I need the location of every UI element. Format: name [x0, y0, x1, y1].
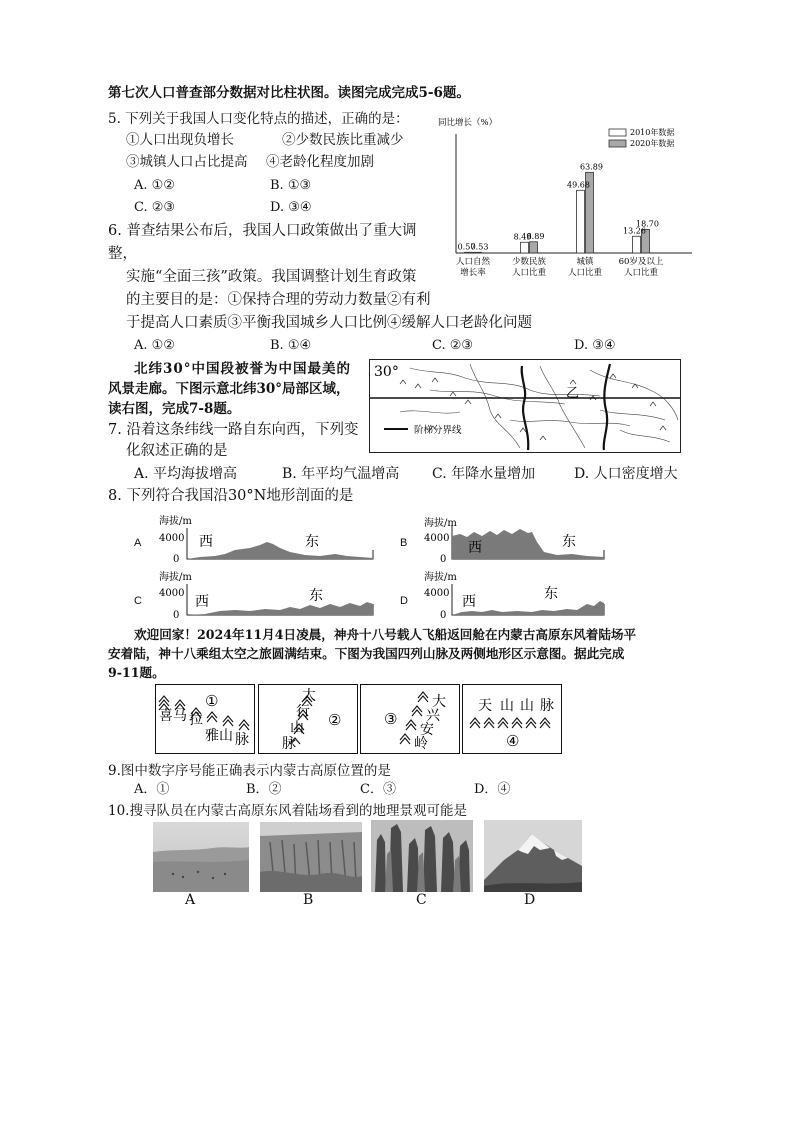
value-label-2010-cat3: 49.68: [567, 180, 590, 190]
place-label-yi: 乙: [566, 386, 580, 401]
q7-option-a[interactable]: A. 平均海拔增高: [134, 466, 238, 482]
profile-b-y-label: 海拔/m: [424, 518, 457, 529]
mountain-2-number: ②: [328, 711, 342, 729]
q5-stem: 5. 下列关于我国人口变化特点的描述，正确的是：: [108, 111, 409, 127]
profile-b-y-top: 4000: [424, 533, 450, 544]
intro-7-8-line-2: 风景走廊。下图示意北纬30°局部区域，: [108, 381, 350, 397]
q5-option-a[interactable]: A. ①②: [134, 178, 175, 193]
value-label-2020-cat1: 0.53: [470, 242, 489, 252]
profile-b-west: 西: [468, 540, 482, 556]
profile-c[interactable]: [155, 566, 380, 622]
profile-d-west: 西: [462, 594, 476, 610]
profile-d-letter[interactable]: D: [400, 595, 408, 607]
profile-d[interactable]: [422, 566, 612, 622]
profile-a[interactable]: [155, 510, 380, 566]
profile-a-y-bottom: 0: [173, 554, 180, 565]
category-label-4b: 人口比重: [623, 268, 659, 278]
profile-c-west: 西: [195, 594, 209, 610]
mountain-box-3[interactable]: [360, 684, 460, 754]
intro-9-11-line-2: 安着陆，神十八乘组太空之旅圆满结束。下图为我国四列山脉及两侧地形区示意图。据此完成: [108, 646, 625, 661]
legend-label-2020: 2020年数据: [630, 139, 675, 148]
profile-b-letter[interactable]: B: [400, 537, 408, 549]
q9-option-b[interactable]: B．②: [246, 782, 282, 797]
profile-c-y-top: 4000: [159, 588, 185, 599]
q5-statement-4: ④老龄化程度加剧: [266, 154, 374, 170]
profile-a-west: 西: [199, 534, 213, 550]
profile-c-letter[interactable]: C: [134, 595, 142, 607]
intro-5-6: 第七次人口普查部分数据对比柱状图。读图完成完成5-6题。: [108, 85, 470, 101]
mountain-3-number: ③: [384, 710, 398, 728]
profile-c-y-label: 海拔/m: [159, 572, 192, 583]
bar-2010-cat2: [521, 242, 529, 253]
photo-d-snow-mountain[interactable]: [484, 820, 582, 892]
mountain-2-char-3: 山: [290, 720, 304, 736]
mountain-1-char-5: 山: [219, 728, 233, 744]
q6-line-1: 6. 普查结果公布后，我国人口政策做出了重大调: [108, 223, 417, 239]
profile-a-y-top: 4000: [159, 533, 185, 544]
category-label-3b: 人口比重: [567, 268, 603, 278]
mountain-2-char-4: 脉: [282, 736, 296, 752]
mountain-4-char-4: 脉: [540, 698, 554, 714]
mountain-1-char-3: 拉: [189, 712, 203, 728]
mountain-box-2[interactable]: [258, 684, 358, 754]
category-label-4a: 60岁及以上: [618, 257, 664, 267]
photo-a-grassland[interactable]: [153, 822, 249, 892]
profile-a-east: 东: [305, 534, 319, 550]
legend-label-2010: 2010年数据: [630, 128, 675, 137]
q6-option-d[interactable]: D. ③④: [574, 338, 616, 353]
q9-option-a[interactable]: A．①: [134, 782, 170, 797]
q6-line-4: 的主要目的是：①保持合理的劳动力数量②有利: [126, 292, 431, 308]
q5-statement-2: ②少数民族比重减少: [282, 132, 404, 148]
q7-line-1: 7. 沿着这条纬线一路自东向西，下列变: [108, 422, 359, 438]
photo-c-label: C: [416, 892, 427, 908]
value-label-2020-cat3: 63.89: [580, 162, 603, 172]
legend-swatch-2020: [609, 140, 626, 147]
q5-option-c[interactable]: C. ②③: [134, 200, 176, 215]
bar-2010-cat3: [577, 190, 585, 253]
mountain-1-char-2: 马: [173, 708, 187, 724]
value-label-2010-cat1: 0.57: [457, 242, 476, 252]
photo-b-loess-gullies[interactable]: [260, 822, 362, 892]
profile-c-east: 东: [309, 588, 323, 604]
q7-option-c[interactable]: C. 年降水量增加: [432, 466, 536, 482]
mountain-3-char-1: 大: [432, 694, 446, 710]
mountain-2-char-1: 太: [302, 688, 316, 704]
category-label-2b: 人口比重: [511, 268, 547, 278]
population-bar-chart: [428, 112, 698, 278]
q5-statement-1: ①人口出现负增长: [126, 132, 234, 148]
q8-stem: 8. 下列符合我国沿30°N地形剖面的是: [108, 488, 354, 504]
legend-swatch-2010: [609, 129, 626, 136]
profile-a-terrain: [187, 542, 373, 559]
category-label-3a: 城镇: [576, 257, 594, 267]
q6-option-a[interactable]: A. ①②: [134, 338, 175, 353]
bar-2010-cat4: [633, 236, 641, 253]
bar-2020-cat2: [530, 242, 538, 253]
q6-line-3: 实施“全面三孩”政策。我国调整计划生育政策: [126, 269, 417, 285]
mountain-1-char-1: 喜: [159, 708, 173, 724]
profile-c-y-bottom: 0: [173, 610, 180, 621]
latitude-30-label: 30°: [374, 364, 399, 380]
profile-b[interactable]: [422, 512, 612, 566]
profile-c-terrain: [187, 602, 373, 615]
category-label-1b: 增长率: [460, 268, 486, 278]
mountain-4-char-1: 天: [478, 698, 492, 714]
mountain-3-char-4: 岭: [414, 736, 428, 752]
value-label-2020-cat4: 18.70: [636, 219, 659, 229]
mountain-box-1[interactable]: [155, 684, 255, 754]
profile-a-letter[interactable]: A: [134, 537, 142, 549]
q6-option-b[interactable]: B. ①④: [270, 338, 312, 353]
q5-statement-3: ③城镇人口占比提高: [126, 154, 248, 170]
q7-option-d[interactable]: D. 人口密度增大: [574, 466, 678, 482]
category-label-2a: 少数民族: [511, 257, 547, 267]
profile-d-y-label: 海拔/m: [424, 572, 457, 583]
mountain-3-char-3: 安: [420, 722, 434, 738]
intro-7-8-line-1: 北纬30°中国段被誉为中国最美的: [134, 361, 352, 377]
profile-b-y-bottom: 0: [440, 554, 447, 565]
q5-option-d[interactable]: D. ③④: [270, 200, 312, 215]
photo-c-stone-forest[interactable]: [371, 820, 473, 892]
profile-d-east: 东: [544, 586, 558, 602]
intro-7-8-line-3: 读右图，完成7-8题。: [108, 401, 241, 417]
photo-d-label: D: [524, 892, 536, 908]
intro-9-11-line-3: 9-11题。: [108, 665, 165, 680]
legend-step-boundary-label: 阶梯分界线: [414, 425, 462, 436]
photo-a-label: A: [185, 892, 196, 908]
q7-line-2: 化叙述正确的是: [126, 443, 228, 459]
mountain-box-4[interactable]: [462, 684, 562, 754]
chart-y-label: 同比增长（%）: [438, 118, 498, 128]
mountain-3-char-2: 兴: [426, 708, 440, 724]
latitude-30-map: [369, 359, 681, 453]
photo-b-label: B: [303, 892, 314, 908]
mountain-4-char-2: 山: [500, 698, 514, 714]
value-label-2010-cat4: 13.26: [623, 226, 646, 236]
mountain-4-char-3: 山: [520, 698, 534, 714]
q7-option-b[interactable]: B. 年平均气温增高: [282, 466, 400, 482]
q10-stem: 10.搜寻队员在内蒙古高原东风着陆场看到的地理景观可能是: [108, 803, 467, 819]
q6-option-c[interactable]: C. ②③: [432, 338, 474, 353]
mountain-1-char-6: 脉: [235, 732, 249, 748]
intro-9-11-line-1: 欢迎回家！2024年11月4日凌晨，神舟十八号载人飞船返回舱在内蒙古高原东风着陆场平: [134, 627, 637, 642]
q9-stem: 9.图中数字序号能正确表示内蒙古高原位置的是: [108, 763, 391, 779]
q6-line-5: 于提高人口素质③平衡我国城乡人口比例④缓解人口老龄化问题: [126, 315, 532, 331]
q9-option-c[interactable]: C．③: [360, 782, 396, 797]
q5-option-b[interactable]: B. ①③: [270, 178, 312, 193]
profile-d-y-bottom: 0: [440, 610, 447, 621]
value-label-2010-cat2: 8.49: [513, 232, 532, 242]
mountain-1-char-4: 雅: [205, 728, 219, 744]
q9-option-d[interactable]: D．④: [474, 782, 511, 797]
bar-2010-cat1: [465, 252, 473, 253]
profile-a-y-label: 海拔/m: [159, 516, 192, 527]
profile-b-east: 东: [562, 534, 576, 550]
value-label-2020-cat2: 8.89: [526, 231, 545, 241]
profile-d-y-top: 4000: [424, 588, 450, 599]
category-label-1a: 人口自然: [455, 257, 491, 267]
mountain-2-char-2: 行: [296, 704, 310, 720]
bar-2020-cat1: [474, 252, 482, 253]
mountain-1-number: ①: [205, 692, 219, 710]
mountain-4-number: ④: [506, 732, 520, 750]
q6-line-2: 整，: [108, 246, 137, 262]
